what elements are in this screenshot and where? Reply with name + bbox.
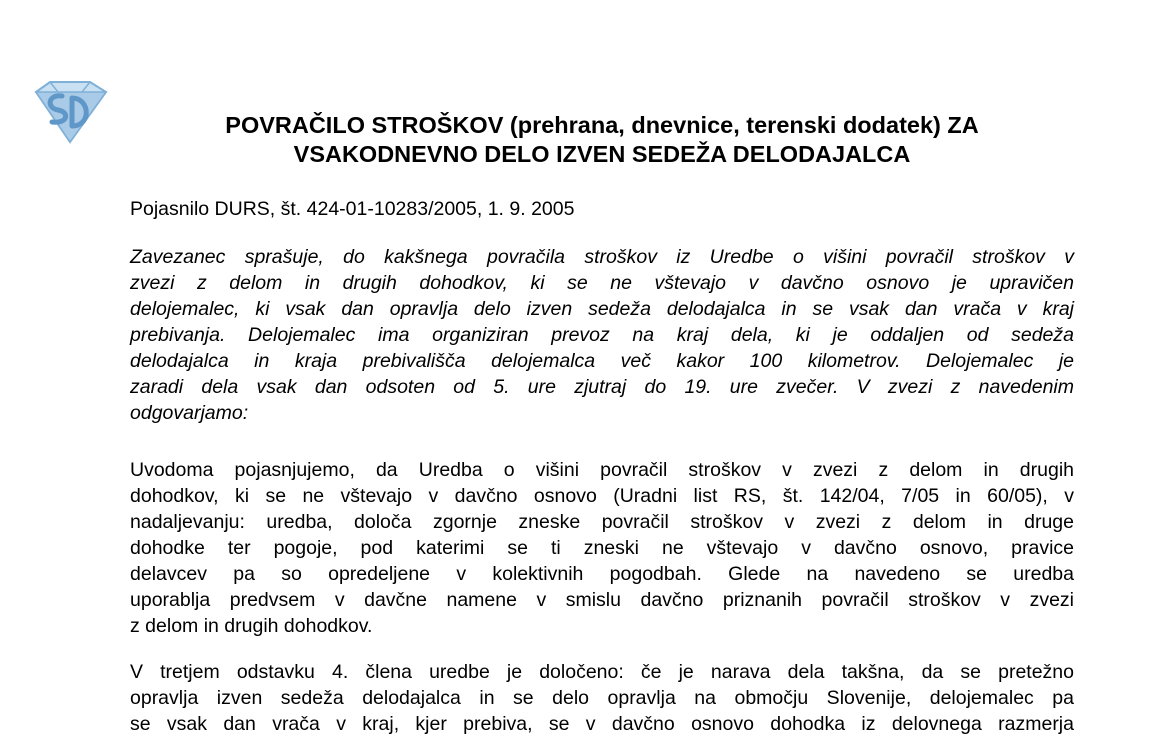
text-line: dohodke ter pogoje, pod katerimi se ti zneski ne vštevajo v davčno osnovo, pravice — [130, 537, 1074, 559]
text-line: delojemalec, ki vsak dan opravlja delo izven sedeža delodajalca in se vsak dan vrača v kraj — [130, 298, 1074, 320]
answer-paragraph-1 — [130, 457, 1074, 639]
text-line: dohodkov, ki se ne vštevajo v davčno osnovo (Uradni list RS, št. 142/04, 7/05 in 60/05), v — [130, 485, 1074, 507]
question-paragraph — [130, 244, 1074, 426]
text-line: zvezi z delom in drugih dohodkov, ki se ne vštevajo v davčno osnovo je upravičen — [130, 272, 1074, 294]
text-line: odgovarjamo: — [130, 402, 249, 424]
text-line: nadaljevanju: uredba, določa zgornje zneske povračil stroškov v zvezi z delom in druge — [130, 511, 1074, 533]
text-line: z delom in drugih dohodkov. — [130, 615, 373, 637]
text-line: uporablja predvsem v davčne namene v smislu davčno priznanih povračil stroškov v zvezi — [130, 589, 1074, 611]
answer-paragraph-2 — [130, 659, 1074, 737]
text-line: Zavezanec sprašuje, do kakšnega povračila stroškov iz Uredbe o višini povračil stroškov v — [130, 246, 1074, 268]
text-line: prebivanja. Delojemalec ima organiziran prevoz na kraj dela, ki je oddaljen od sedeža — [130, 324, 1074, 346]
document-title — [130, 111, 1074, 169]
text-line: delavcev pa so opredeljene v kolektivnih pogodbah. Glede na navedeno se uredba — [130, 563, 1074, 585]
text-line: delodajalca in kraja prebivališča delojemalca več kakor 100 kilometrov. Delojemalec je — [130, 350, 1074, 372]
text-line: zaradi dela vsak dan odsoten od 5. ure zjutraj do 19. ure zvečer. V zvezi z navedenim — [130, 376, 1074, 398]
text-line: se vsak dan vrača v kraj, kjer prebiva, se v davčno osnovo dohodka iz delovnega razmerja — [130, 713, 1074, 735]
source-reference: Pojasnilo DURS, št. 424-01-10283/2005, 1. 9. 2005 — [130, 198, 575, 220]
text-line: opravlja izven sedeža delodajalca in se delo opravlja na območju Slovenije, delojemalec pa — [130, 687, 1074, 709]
title-line: POVRAČILO STROŠKOV (prehrana, dnevnice, terenski dodatek) ZA — [225, 112, 979, 138]
company-logo — [28, 78, 112, 148]
text-line: Uvodoma pojasnjujemo, da Uredba o višini povračil stroškov v zvezi z delom in drugih — [130, 459, 1074, 481]
text-line: V tretjem odstavku 4. člena uredbe je določeno: če je narava dela takšna, da se pretežno — [130, 661, 1074, 683]
title-line: VSAKODNEVNO DELO IZVEN SEDEŽA DELODAJALCA — [293, 141, 911, 167]
